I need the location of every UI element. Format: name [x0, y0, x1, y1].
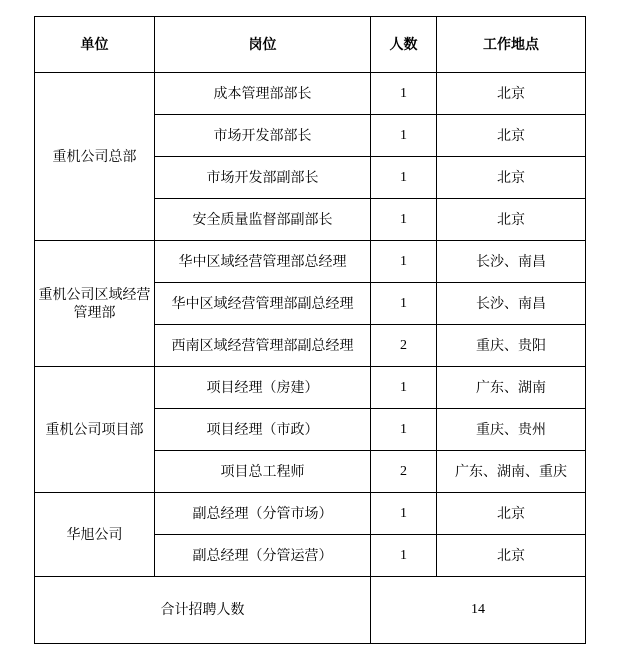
count-cell: 1 [371, 493, 437, 535]
position-cell: 安全质量监督部副部长 [155, 199, 371, 241]
unit-cell: 重机公司区域经营管理部 [35, 241, 155, 367]
count-cell: 2 [371, 451, 437, 493]
position-cell: 华中区域经营管理部副总经理 [155, 283, 371, 325]
location-cell: 长沙、南昌 [437, 241, 586, 283]
count-cell: 1 [371, 157, 437, 199]
table-body [35, 73, 586, 644]
header-location: 工作地点 [437, 17, 586, 73]
count-cell: 1 [371, 535, 437, 577]
location-cell: 北京 [437, 73, 586, 115]
count-cell: 1 [371, 73, 437, 115]
position-cell: 副总经理（分管市场） [155, 493, 371, 535]
total-value: 14 [371, 577, 586, 644]
table-header [35, 17, 586, 73]
location-cell: 重庆、贵阳 [437, 325, 586, 367]
position-cell: 副总经理（分管运营） [155, 535, 371, 577]
recruitment-table [34, 16, 586, 644]
position-cell: 成本管理部部长 [155, 73, 371, 115]
table-row [35, 241, 586, 283]
header-count: 人数 [371, 17, 437, 73]
location-cell: 广东、湖南 [437, 367, 586, 409]
position-cell: 项目经理（市政） [155, 409, 371, 451]
position-cell: 市场开发部副部长 [155, 157, 371, 199]
unit-cell: 重机公司总部 [35, 73, 155, 241]
position-cell: 西南区域经营管理部副总经理 [155, 325, 371, 367]
table-row [35, 367, 586, 409]
location-cell: 北京 [437, 157, 586, 199]
count-cell: 1 [371, 199, 437, 241]
count-cell: 1 [371, 115, 437, 157]
total-row [35, 577, 586, 644]
location-cell: 长沙、南昌 [437, 283, 586, 325]
table-row [35, 73, 586, 115]
position-cell: 华中区域经营管理部总经理 [155, 241, 371, 283]
header-position: 岗位 [155, 17, 371, 73]
location-cell: 北京 [437, 115, 586, 157]
location-cell: 广东、湖南、重庆 [437, 451, 586, 493]
header-row [35, 17, 586, 73]
header-unit: 单位 [35, 17, 155, 73]
location-cell: 北京 [437, 535, 586, 577]
total-label: 合计招聘人数 [35, 577, 371, 644]
location-cell: 重庆、贵州 [437, 409, 586, 451]
unit-cell: 华旭公司 [35, 493, 155, 577]
position-cell: 市场开发部部长 [155, 115, 371, 157]
location-cell: 北京 [437, 493, 586, 535]
count-cell: 1 [371, 409, 437, 451]
unit-cell: 重机公司项目部 [35, 367, 155, 493]
position-cell: 项目总工程师 [155, 451, 371, 493]
location-cell: 北京 [437, 199, 586, 241]
count-cell: 1 [371, 241, 437, 283]
count-cell: 1 [371, 367, 437, 409]
position-cell: 项目经理（房建） [155, 367, 371, 409]
count-cell: 1 [371, 283, 437, 325]
count-cell: 2 [371, 325, 437, 367]
table-row [35, 493, 586, 535]
